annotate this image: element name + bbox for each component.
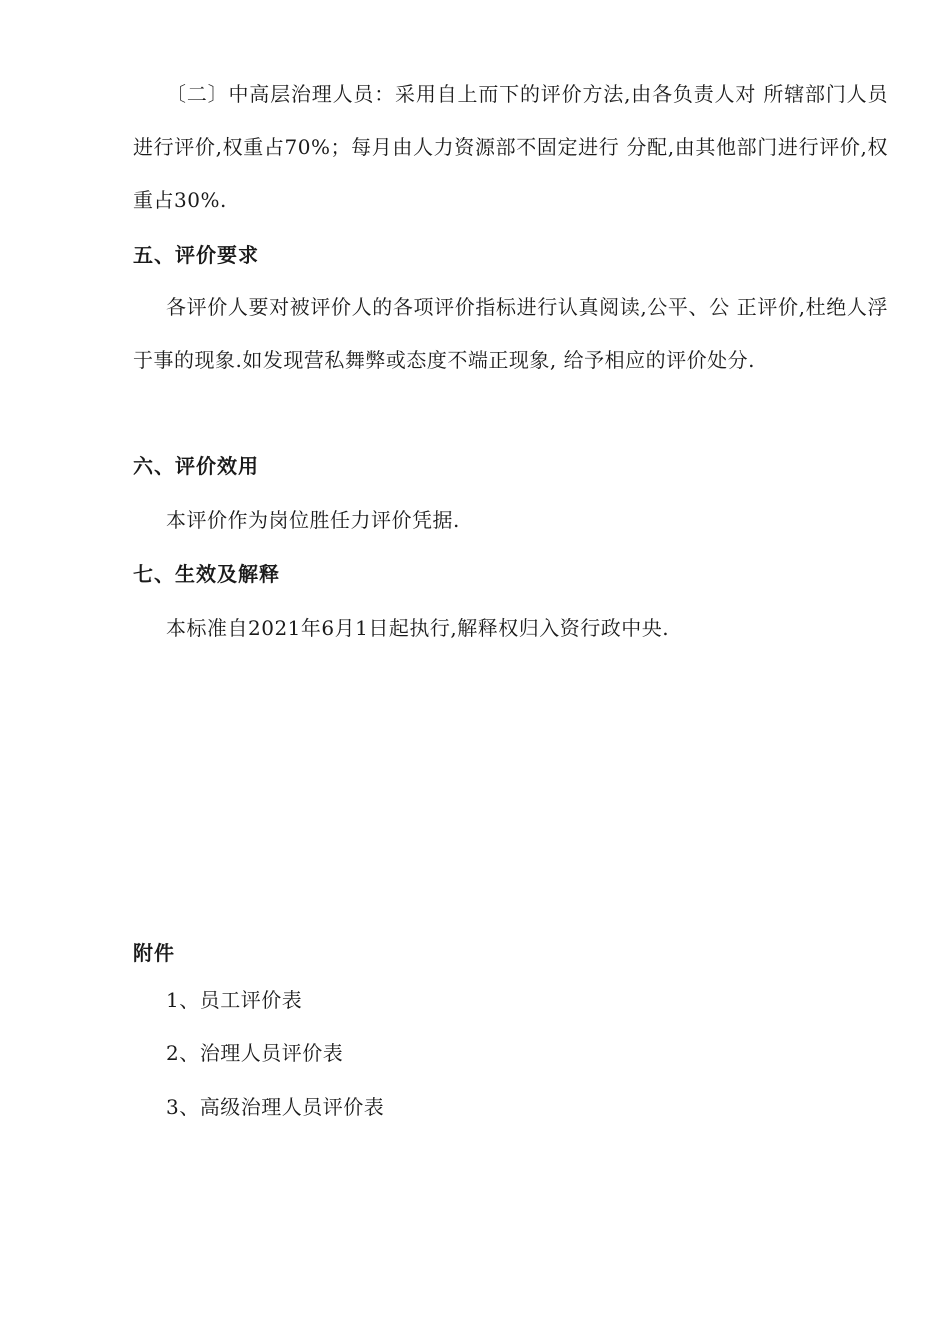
section-6-paragraph: 本评价作为岗位胜任力评价凭据.	[166, 508, 460, 532]
section-5-paragraph: 各评价人要对被评价人的各项评价指标进行认真阅读,公平、公 正评价,杜绝人浮于事的现象.如发现营私舞弊或态度不端正现象, 给予相应的评价处分.	[133, 295, 888, 372]
attachments-heading: 附件	[133, 941, 175, 965]
section-7-heading: 七、生效及解释	[133, 562, 280, 586]
attachment-item-1: 1、员工评价表	[166, 988, 303, 1012]
section-6-heading: 六、评价效用	[133, 454, 259, 478]
section-4-item-2-paragraph: 〔二〕中高层治理人员：采用自上而下的评价方法,由各负责人对 所辖部门人员进行评价,权重占70%；每月由人力资源部不固定进行 分配,由其他部门进行评价,权重占30%.	[133, 82, 888, 212]
section-5-heading: 五、评价要求	[133, 243, 259, 267]
section-7-paragraph: 本标准自2021年6月1日起执行,解释权归入资行政中央.	[166, 616, 670, 640]
attachment-item-3: 3、高级治理人员评价表	[166, 1095, 385, 1119]
attachment-item-2: 2、治理人员评价表	[166, 1041, 344, 1065]
